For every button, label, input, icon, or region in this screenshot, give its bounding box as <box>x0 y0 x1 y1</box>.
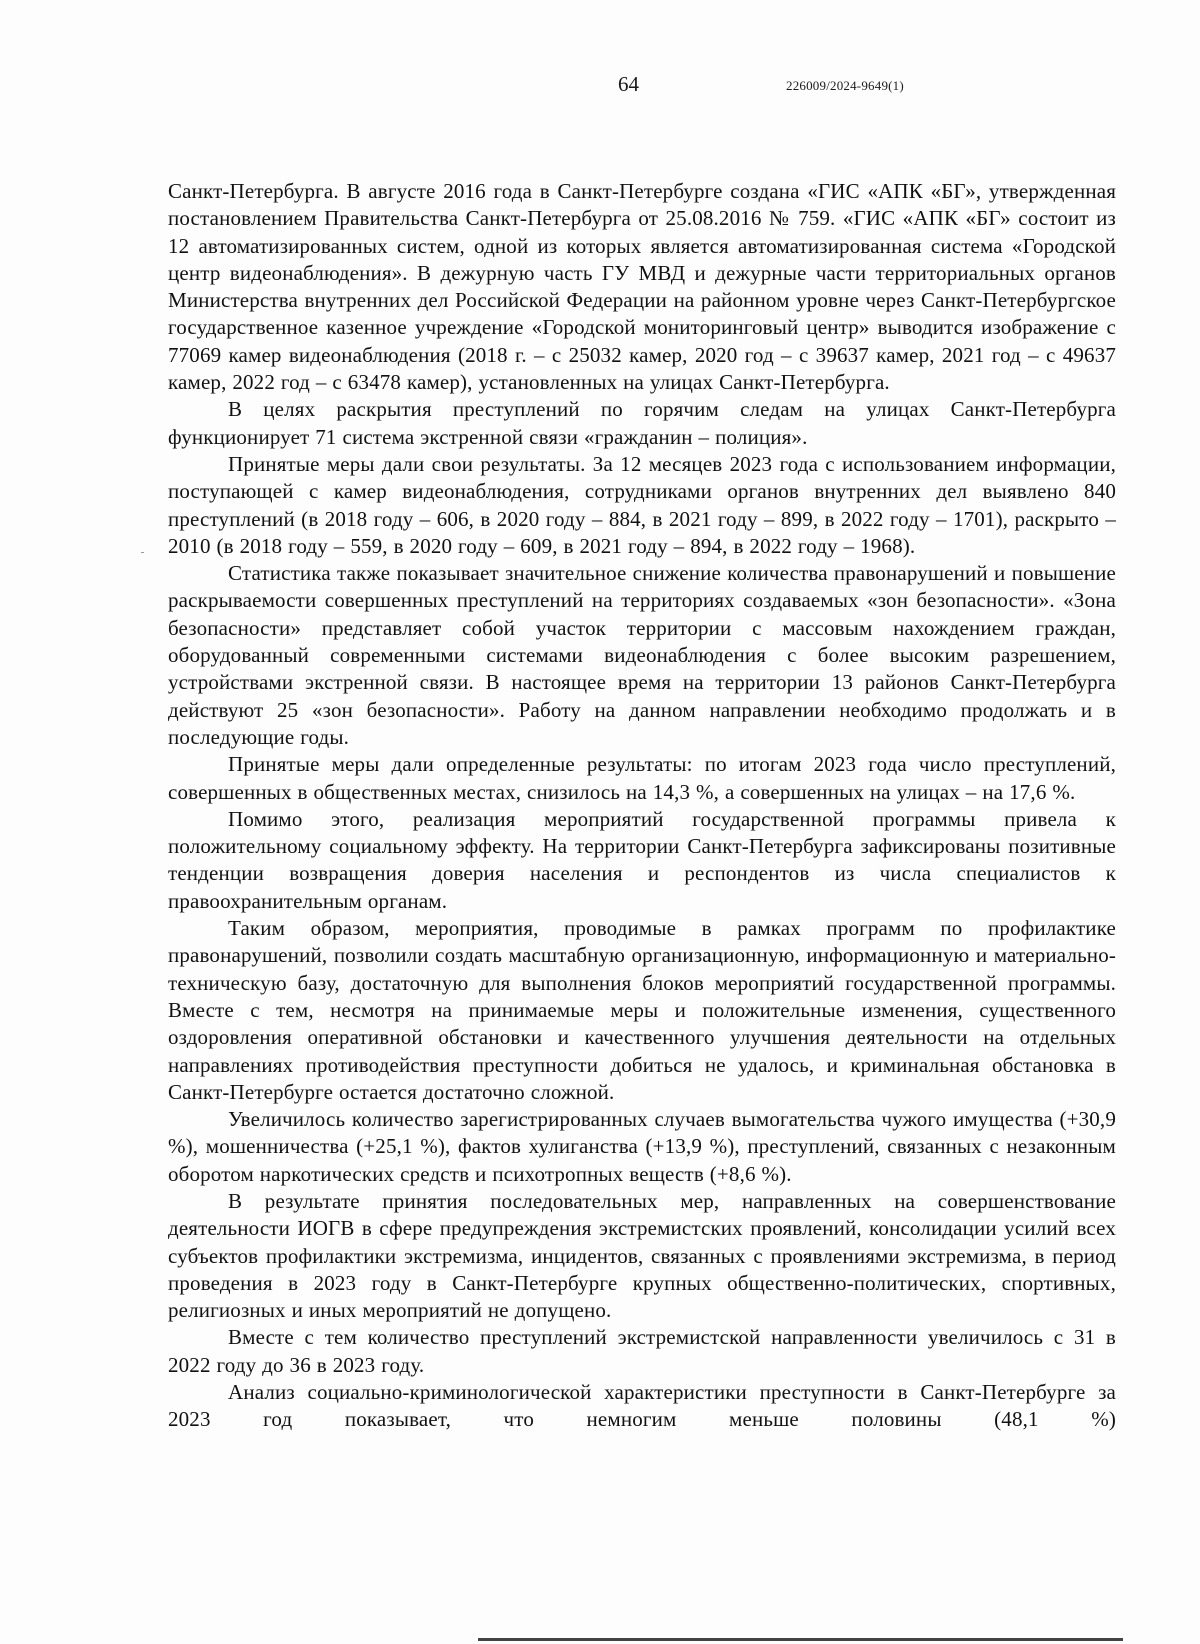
scan-bottom-edge <box>478 1638 1123 1641</box>
paragraph-social-effect: Помимо этого, реализация мероприятий государственной программы привела к положительному социальному эффекту. На территории Санкт-Петербурга зафиксированы позитивные тенденции возвращения доверия населения и респондентов из числа специалистов к правоохранительным органам. <box>168 806 1116 913</box>
paragraph-safety-zones: Статистика также показывает значительное снижение количества правонарушений и повышение раскрываемости совершенных преступлений на территориях создаваемых «зон безопасности». «Зона безопасности» представляет собой участок территории с массовым нахождением граждан, оборудованный современными системами видеонаблюдения с более высоким разрешением, устройствами экстренной связи. В настоящее время на территории 13 районов Санкт-Петербурга действуют 25 «зон безопасности». Работу на данном направлении необходимо продолжать и в последующие годы. <box>168 561 1116 749</box>
paragraph-analysis: Анализ социально-криминологической характеристики преступности в Санкт-Петербурге за 2023 год показывает, что немногим меньше половины (48,1 %) <box>168 1380 1116 1432</box>
scan-artifact-mark <box>141 552 144 553</box>
paragraph-conclusion: Таким образом, мероприятия, проводимые в рамках программ по профилактике правонарушений, позволили создать масштабную организационную, информационную и материально-техническую базу, достаточную для выполнения блоков мероприятий государственной программы. Вместе с тем, несмотря на принимаемые меры и положительные изменения, существенного оздоровления оперативной обстановки и качественного улучшения деятельности на отдельных направлениях противодействия преступности добиться не удалось, и криминальная обстановка в Санкт-Петербурге остается достаточно сложной. <box>168 916 1116 1104</box>
paragraph-extremism-count: Вместе с тем количество преступлений экстремистской направленности увеличилось с 31 в 2022 году до 36 в 2023 году. <box>168 1325 1116 1377</box>
paragraph-extremism-prevention: В результате принятия последовательных мер, направленных на совершенствование деятельности ИОГВ в сфере предупреждения экстремистских проявлений, консолидации усилий всех субъектов профилактики экстремизма, инцидентов, связанных с проявлениями экстремизма, в период проведения в 2023 году в Санкт-Петербурге крупных общественно-политических, спортивных, религиозных и иных мероприятий не допущено. <box>168 1188 1116 1323</box>
paragraph-emergency-communication: В целях раскрытия преступлений по горячим следам на улицах Санкт-Петербурга функционирует 71 система экстренной связи «гражданин – полиция». <box>168 397 1116 449</box>
document-body <box>168 178 1116 1434</box>
page-number: 64 <box>618 72 639 96</box>
document-id: 226009/2024-9649(1) <box>786 78 904 93</box>
paragraph-crime-increase: Увеличилось количество зарегистрированных случаев вымогательства чужого имущества (+30,9 %), мошенничества (+25,1 %), фактов хулиганства (+13,9 %), преступлений, связанных с незаконным оборотом наркотических средств и психотропных веществ (+8,6 %). <box>168 1107 1116 1186</box>
paragraph-results-video: Принятые меры дали свои результаты. За 12 месяцев 2023 года с использованием информации, поступающей с камер видеонаблюдения, сотрудниками органов внутренних дел выявлено 840 преступлений (в 2018 году – 606, в 2020 году – 884, в 2021 году – 899, в 2022 году – 1701), раскрыто – 2010 (в 2018 году – 559, в 2020 году – 609, в 2021 году – 894, в 2022 году – 1968). <box>168 451 1116 558</box>
paragraph-public-places: Принятые меры дали определенные результаты: по итогам 2023 года число преступлений, совершенных в общественных местах, снизилось на 14,3 %, а совершенных на улицах – на 17,6 %. <box>168 752 1116 804</box>
paragraph-cameras: Санкт-Петербурга. В августе 2016 года в Санкт-Петербурге создана «ГИС «АПК «БГ», утвержденная постановлением Правительства Санкт-Петербурга от 25.08.2016 № 759. «ГИС «АПК «БГ» состоит из 12 автоматизированных систем, одной из которых является автоматизированная система «Городской центр видеонаблюдения». В дежурную часть ГУ МВД и дежурные части территориальных органов Министерства внутренних дел Российской Федерации на районном уровне через Санкт-Петербургское государственное казенное учреждение «Городской мониторинговый центр» выводится изображение с 77069 камер видеонаблюдения (2018 г. – с 25032 камер, 2020 год – с 39637 камер, 2021 год – с 49637 камер, 2022 год – с 63478 камер), установленных на улицах Санкт-Петербурга. <box>168 179 1116 395</box>
